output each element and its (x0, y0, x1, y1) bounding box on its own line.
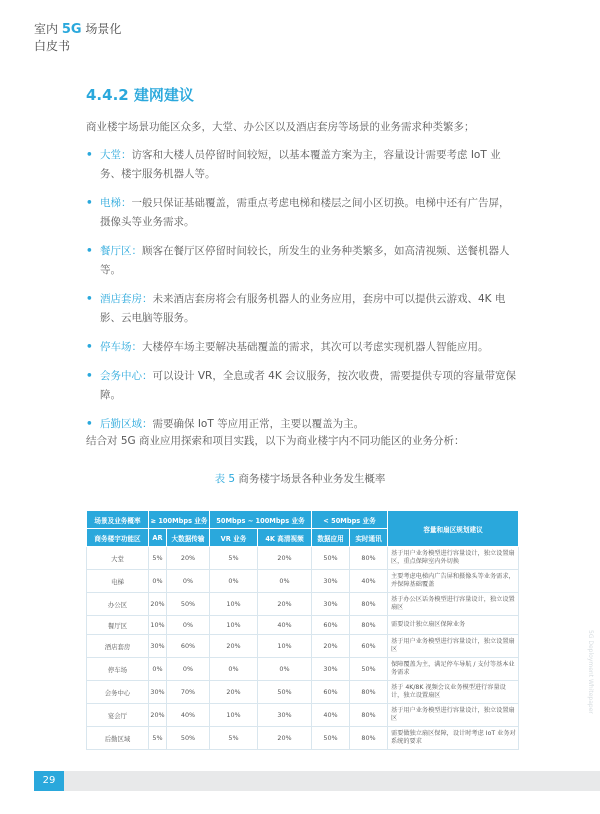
table-cell: 0% (149, 570, 167, 593)
table-cell: 0% (258, 658, 312, 681)
table-row (87, 616, 519, 635)
table-cell: 基于 4K/8K 视频会议业务模型进行容量设计，独立设置扇区 (388, 681, 519, 704)
table-row (87, 547, 519, 570)
intro-paragraph: 商业楼宇场景功能区众多，大堂、办公区以及酒店套房等场景的业务需求种类繁多； (86, 121, 475, 133)
table-cell: 30% (312, 593, 350, 616)
list-item: • 大堂：访客和大楼人员停留时间较短，以基本覆盖方案为主，容量设计需要考虑 IoT 业务、楼宇服务机器人等。 (86, 146, 518, 184)
list-item: • 电梯：一般只保证基础覆盖，需重点考虑电梯和楼层之间小区切换。电梯中还有广告屏，摄像头等业务需求。 (86, 194, 518, 232)
table-cell: 基于办公区话务模型进行容量设计，独立设置扇区 (388, 593, 519, 616)
side-watermark: 5G Deployment Whitepaper (587, 630, 594, 714)
table-cell: 80% (350, 727, 388, 750)
table-cell: 办公区 (87, 593, 149, 616)
bullet-dot-icon: • (86, 197, 93, 209)
table-cell: 基于用户业务模型进行容量设计，独立设置扇区，重点保障室内外切换 (388, 547, 519, 570)
table-cell: 20% (258, 547, 312, 570)
table-header-cell: 商务楼宇功能区 (87, 529, 149, 547)
table-cell: 20% (210, 681, 258, 704)
table-cell: 0% (210, 570, 258, 593)
table-cell: 0% (210, 658, 258, 681)
list-item: • 酒店套房：未来酒店套房将会有服务机器人的业务应用，套房中可以提供云游戏、4K 电影、云电脑等服务。 (86, 290, 518, 328)
list-item: • 停车场：大楼停车场主要解决基础覆盖的需求，其次可以考虑实现机器人智能应用。 (86, 338, 518, 357)
table-cell: 10% (149, 616, 167, 635)
table-cell: 5% (210, 727, 258, 750)
table-cell: 基于用户业务模型进行容量设计，独立设置扇区 (388, 635, 519, 658)
list-item: • 会务中心：可以设计 VR，全息或者 4K 会议服务，按次收费，需要提供专项的容量带宽保障。 (86, 367, 518, 405)
table-cell: 需要做独立扇区保障，设计时考虑 IoT 业务对系统的要求 (388, 727, 519, 750)
table-cell: 20% (258, 593, 312, 616)
table-cell: 60% (350, 635, 388, 658)
bullet-dot-icon: • (86, 149, 93, 161)
bullet-dot-icon: • (86, 418, 93, 430)
table-header-row (87, 511, 519, 529)
table-cell: 20% (149, 704, 167, 727)
table-cell: 30% (312, 570, 350, 593)
table-cell: 大堂 (87, 547, 149, 570)
table-cell: 0% (149, 658, 167, 681)
table-row (87, 593, 519, 616)
table-cell: 0% (167, 616, 210, 635)
table-cell: 酒店套房 (87, 635, 149, 658)
table-row (87, 727, 519, 750)
table-cell: 0% (167, 570, 210, 593)
table-cell: 70% (167, 681, 210, 704)
table-cell: 50% (350, 658, 388, 681)
table-cell: 基于用户业务模型进行容量设计，独立设置扇区 (388, 704, 519, 727)
table-row (87, 704, 519, 727)
table-cell: 电梯 (87, 570, 149, 593)
header-title-line2: 白皮书 (34, 39, 71, 53)
list-item: • 餐厅区：顾客在餐厅区停留时间较长，所发生的业务种类繁多，如高清视频、送餐机器人等。 (86, 242, 518, 280)
table-cell: 40% (258, 616, 312, 635)
table-cell: 餐厅区 (87, 616, 149, 635)
table-cell: 20% (167, 547, 210, 570)
table-cell: 40% (350, 570, 388, 593)
table-header-cell: ≥ 100Mbps 业务 (149, 511, 210, 529)
table-cell: 保障覆盖为主，满足停车导航 / 支付等基本业务需求 (388, 658, 519, 681)
table-header-cell: AR (149, 529, 167, 547)
table-row (87, 658, 519, 681)
table-cell: 10% (210, 704, 258, 727)
footer-bar (34, 771, 600, 791)
header-title-line1: 室内 5G 场景化 (34, 22, 122, 37)
table-caption: 表 5 商务楼宇场景各种业务发生概率 (214, 473, 386, 485)
table-header-cell: 大数据传输 (167, 529, 210, 547)
table-cell: 50% (312, 547, 350, 570)
bullet-dot-icon: • (86, 293, 93, 305)
bullet-dot-icon: • (86, 245, 93, 257)
table-header-cell: 容量和扇区规划建议 (388, 511, 519, 547)
bullet-dot-icon: • (86, 370, 93, 382)
table-cell: 50% (167, 727, 210, 750)
table-cell: 80% (350, 681, 388, 704)
table-header-cell: < 50Mbps 业务 (312, 511, 388, 529)
document-header (34, 21, 121, 54)
page-number: 29 (34, 771, 64, 791)
table-cell: 30% (258, 704, 312, 727)
probability-table (86, 510, 519, 750)
table-cell: 30% (312, 658, 350, 681)
table-cell: 后勤区域 (87, 727, 149, 750)
bullet-dot-icon: • (86, 341, 93, 353)
table-header-cell: 实时通讯 (350, 529, 388, 547)
table-cell: 50% (167, 593, 210, 616)
table-cell: 5% (149, 727, 167, 750)
table-cell: 60% (312, 681, 350, 704)
table-cell: 50% (258, 681, 312, 704)
bullet-list (86, 146, 518, 444)
table-row (87, 681, 519, 704)
table-cell: 80% (350, 616, 388, 635)
table-cell: 停车场 (87, 658, 149, 681)
table-cell: 60% (167, 635, 210, 658)
table-cell: 10% (258, 635, 312, 658)
table-row (87, 635, 519, 658)
table-cell: 5% (149, 547, 167, 570)
table-cell: 20% (210, 635, 258, 658)
table-cell: 0% (167, 658, 210, 681)
table-header-cell: VR 业务 (210, 529, 258, 547)
table-cell: 宴会厅 (87, 704, 149, 727)
table-cell: 50% (312, 727, 350, 750)
table-cell: 80% (350, 593, 388, 616)
table-cell: 20% (258, 727, 312, 750)
table-cell: 会务中心 (87, 681, 149, 704)
table-cell: 40% (167, 704, 210, 727)
table-cell: 10% (210, 616, 258, 635)
table-header-cell: 场景及业务概率 (87, 511, 149, 529)
table-row (87, 570, 519, 593)
table-cell: 需要设计独立扇区保障业务 (388, 616, 519, 635)
section-title: 4.4.2 建网建议 (86, 86, 194, 104)
table-cell: 40% (312, 704, 350, 727)
outro-paragraph: 结合对 5G 商业应用探索和项目实践，以下为商业楼宇内不同功能区的业务分析： (86, 435, 465, 447)
table-cell: 20% (149, 593, 167, 616)
table-cell: 5% (210, 547, 258, 570)
list-item: • 后勤区域：需要确保 IoT 等应用正常，主要以覆盖为主。 (86, 415, 518, 434)
table-cell: 10% (210, 593, 258, 616)
table-cell: 主要考虑电梯内广告屏和摄像头等业务需求，并保障基础覆盖 (388, 570, 519, 593)
table-cell: 0% (258, 570, 312, 593)
table-cell: 30% (149, 681, 167, 704)
table-cell: 80% (350, 704, 388, 727)
table-cell: 30% (149, 635, 167, 658)
table-header-cell: 4K 高清视频 (258, 529, 312, 547)
table-header-cell: 50Mbps ~ 100Mbps 业务 (210, 511, 312, 529)
table-cell: 60% (312, 616, 350, 635)
table-header-cell: 数据应用 (312, 529, 350, 547)
table-cell: 80% (350, 547, 388, 570)
table-cell: 20% (312, 635, 350, 658)
